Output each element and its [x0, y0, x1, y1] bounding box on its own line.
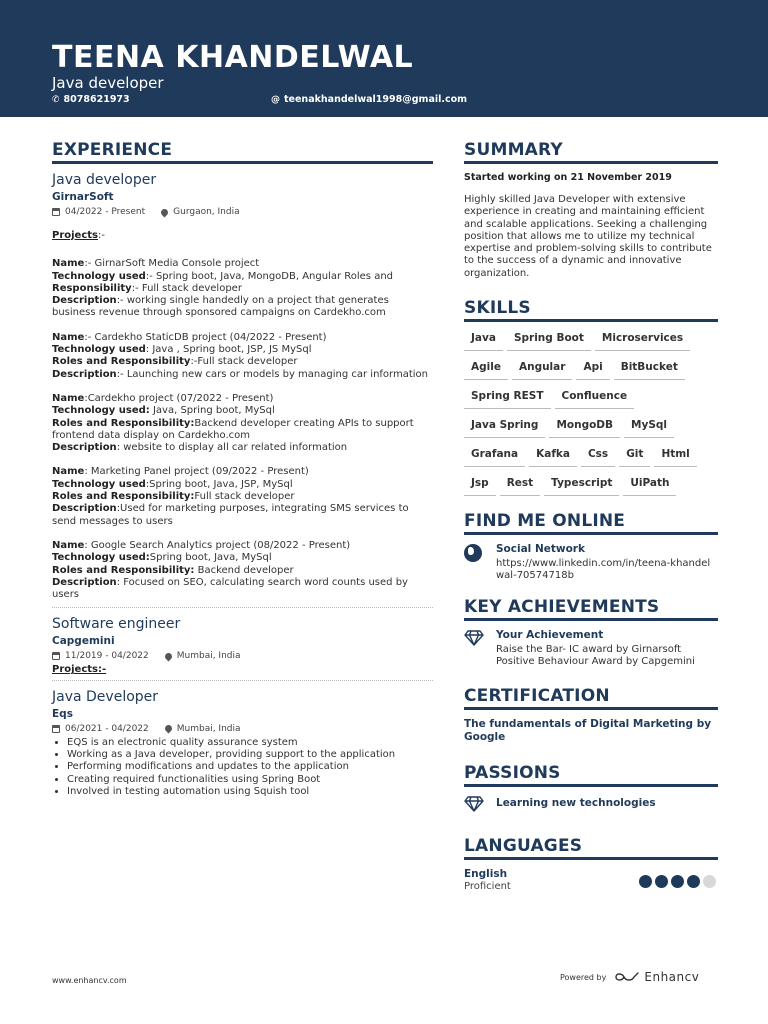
job-location: Gurgaon, India [173, 207, 240, 217]
skill-tag: Html [654, 444, 696, 467]
bullet-item: • Performing modifications and updates to the application [67, 761, 433, 773]
diamond-icon [464, 630, 484, 646]
company-name: Eqs [52, 707, 73, 720]
bullet-item: • Creating required functionalities using Spring Boot [67, 774, 433, 786]
location-pin-icon [163, 724, 173, 734]
phone-contact [52, 94, 130, 105]
job-dates: 11/2019 - 04/2022 [65, 651, 149, 662]
project-block: Name:- GirnarSoft Media Console project Technology used:- Spring boot, Java, MongoDB, Angular Roles and Responsibility:- Full stack developer Description:- working single handedly on a project that generates business revenue through sponsored campaigns on Cardekho.com [52, 258, 394, 319]
summary-heading: SUMMARY [464, 140, 718, 164]
language-level: Proficient [464, 881, 511, 893]
proficiency-dots [639, 868, 718, 892]
skill-tag: Spring REST [464, 386, 551, 409]
skill-tag: UiPath [623, 473, 676, 496]
brand-name: Enhancv [644, 970, 700, 984]
at-sign-icon: @ [271, 94, 280, 105]
projects-heading: Projects:- [52, 664, 107, 676]
linkedin-link[interactable]: https://www.linkedin.com/in/teena-khandelwal-70574718b [496, 558, 711, 582]
skill-tag: BitBucket [614, 357, 685, 380]
right-column [464, 140, 718, 892]
proficiency-dot-filled [671, 875, 684, 888]
left-column [52, 140, 433, 798]
calendar-icon [52, 208, 60, 216]
skill-tag: Git [619, 444, 650, 467]
brand-logo[interactable] [614, 970, 699, 984]
summary-text: Highly skilled Java Developer with extensive experience in creating and maintaining efficient and scalable applications. Seeking a challenging position that allows me to utilize my technical expertise and problem-solving skills to contribute to the success of a dynamic and innovative organization. [464, 194, 712, 279]
job-meta [52, 207, 433, 217]
achievement-title: Your Achievement [496, 628, 604, 641]
skill-tag: Jsp [464, 473, 496, 496]
proficiency-dot-filled [639, 875, 652, 888]
project-block: Name:Cardekho project (07/2022 - Present) Technology used: Java, Spring boot, MySql Roles and Responsibility:Backend developer creating APIs to support frontend data display on Cardekho.com Description: website to display all car related information [52, 392, 414, 454]
skill-tag: MongoDB [549, 415, 620, 438]
candidate-title: Java developer [52, 74, 164, 92]
job-bullets [52, 737, 433, 798]
experience-heading: EXPERIENCE [52, 140, 433, 164]
divider [52, 607, 433, 608]
language-name: English [464, 868, 508, 881]
skills-list [464, 328, 718, 502]
passion-item [464, 795, 718, 816]
job-location: Mumbai, India [176, 651, 241, 662]
skill-tag: Java Spring [464, 415, 545, 438]
phone-number[interactable]: 8078621973 [63, 94, 130, 105]
social-network-title: Social Network [496, 543, 585, 556]
project-block: Name: Google Search Analytics project (08/2022 - Present) Technology used:Spring boot, Java, MySql Roles and Responsibility: Backend developer Description: Focused on SEO, calculating search word counts used by users [52, 539, 408, 601]
project-block: Name: Marketing Panel project (09/2022 - Present) Technology used:Spring boot, Java, JSP, MySql Roles and Responsibility:Full stack developer Description:Used for marketing purposes, integrating SMS services to send messages to users [52, 466, 409, 527]
job-dates: 04/2022 - Present [65, 207, 146, 217]
bullet-item: • Involved in testing automation using Squish tool [67, 786, 433, 798]
language-item [464, 868, 718, 892]
proficiency-dot-filled [655, 875, 668, 888]
find-me-online-heading: FIND ME ONLINE [464, 511, 718, 535]
skill-tag: Angular [512, 357, 572, 380]
proficiency-dot-empty [703, 875, 716, 888]
diamond-icon [464, 796, 484, 812]
location-pin-icon [163, 651, 173, 661]
skill-tag: Microservices [595, 328, 690, 351]
location-pin-icon [160, 207, 170, 217]
passion-text: Learning new technologies [496, 797, 656, 810]
skill-tag: Agile [464, 357, 508, 380]
enhancv-logo-icon [614, 971, 640, 983]
powered-by-label: Powered by [560, 972, 607, 982]
bullet-item: • EQS is an electronic quality assurance system [67, 737, 433, 749]
job-meta [52, 651, 433, 661]
skill-tag: Java [464, 328, 503, 351]
job-entry [52, 172, 433, 601]
key-achievements-heading: KEY ACHIEVEMENTS [464, 597, 718, 621]
social-network-item [464, 543, 718, 583]
email-contact [271, 94, 467, 105]
skill-tag: MySql [624, 415, 674, 438]
summary-subheading: Started working on 21 November 2019 [464, 172, 672, 183]
achievement-text: Raise the Bar- IC award by Girnarsoft Positive Behaviour Award by Capgemini [496, 643, 695, 667]
globe-icon [464, 544, 482, 562]
certification-heading: CERTIFICATION [464, 686, 718, 710]
skills-heading: SKILLS [464, 298, 718, 322]
footer-branding [560, 970, 699, 984]
job-location: Mumbai, India [176, 723, 241, 734]
job-title: Java developer [52, 172, 157, 188]
job-meta [52, 724, 433, 734]
job-title: Software engineer [52, 616, 181, 633]
header-banner [0, 0, 768, 117]
languages-heading: LANGUAGES [464, 836, 718, 860]
phone-icon: ✆ [52, 94, 60, 105]
divider [52, 680, 433, 681]
company-name: GirnarSoft [52, 191, 114, 203]
skill-tag: Grafana [464, 444, 525, 467]
job-title: Java Developer [52, 688, 159, 705]
certification-text: The fundamentals of Digital Marketing by Google [464, 718, 712, 743]
job-entry [52, 616, 433, 676]
company-name: Capgemini [52, 635, 115, 648]
skill-tag: Typescript [544, 473, 619, 496]
skill-tag: Api [576, 357, 609, 380]
candidate-name: TEENA KHANDELWAL [52, 40, 414, 75]
achievement-item [464, 629, 718, 669]
passions-heading: PASSIONS [464, 763, 718, 787]
skill-tag: Rest [500, 473, 540, 496]
skill-tag: Confluence [555, 386, 635, 409]
job-entry [52, 689, 433, 798]
skill-tag: Kafka [529, 444, 577, 467]
skill-tag: Spring Boot [507, 328, 591, 351]
footer-website[interactable]: www.enhancv.com [52, 976, 127, 985]
email-address[interactable]: teenakhandelwal1998@gmail.com [284, 94, 468, 105]
projects-heading: Projects:- [52, 230, 105, 241]
project-block: Name:- Cardekho StaticDB project (04/2022 - Present) Technology used: Java , Spring boot, JSP, JS MySql Roles and Responsibility:-Full stack developer Description:- Launching new cars or models by managing car information [52, 331, 429, 380]
proficiency-dot-filled [687, 875, 700, 888]
job-dates: 06/2021 - 04/2022 [65, 723, 149, 734]
calendar-icon [52, 725, 60, 733]
skill-tag: Css [581, 444, 615, 467]
calendar-icon [52, 652, 60, 660]
bullet-item: • Working as a Java developer, providing support to the application [67, 749, 433, 761]
